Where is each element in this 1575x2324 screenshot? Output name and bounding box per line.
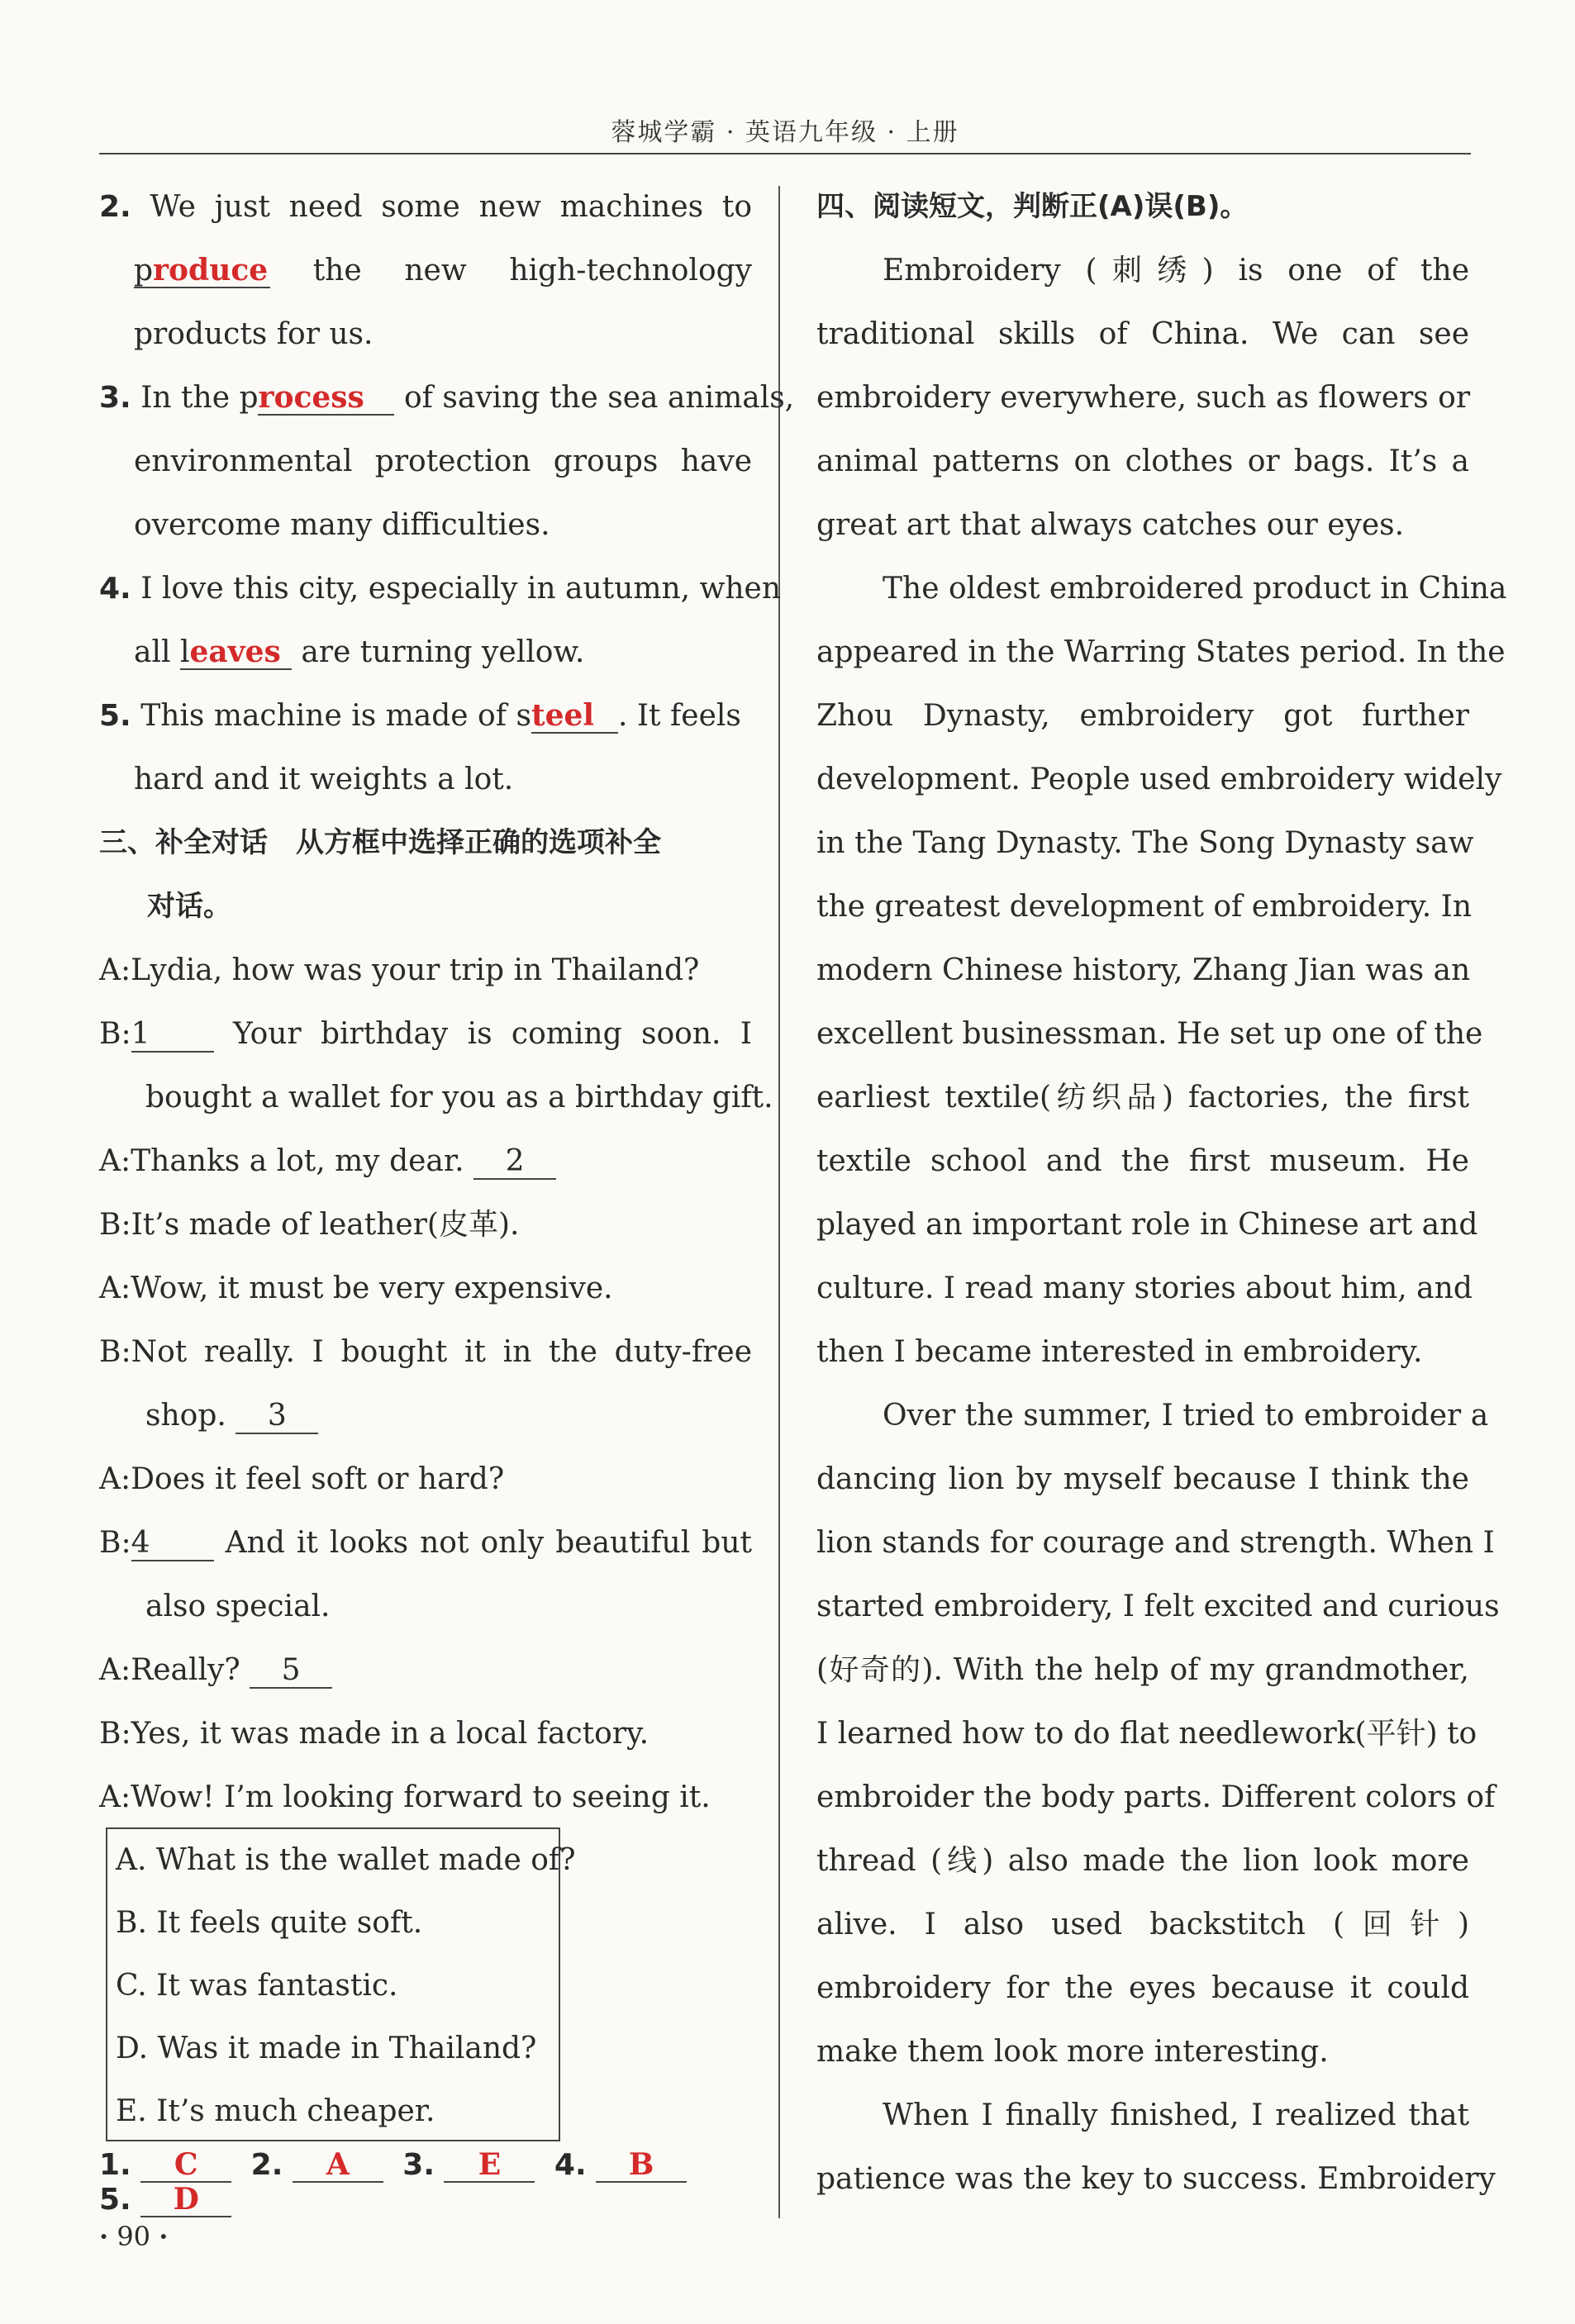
dialog-blank-5[interactable]: 5 [250,1654,332,1689]
dialog-blank-3[interactable]: 3 [236,1400,318,1434]
passage-line: the greatest development of embroidery. In [816,890,1473,924]
question-5-line-1: 5. This machine is made of steel . It feels [99,698,741,733]
dialog-line: A:Wow! I’m looking forward to seeing it. [99,1780,711,1814]
column-divider [778,186,780,2218]
passage-line: embroidery everywhere, such as flowers or [816,381,1471,415]
passage-line: patience was the key to success. Embroidery [816,2162,1496,2196]
question-3-line-1: 3. In the process of saving the sea animals, [99,380,795,415]
dialog-line: B:Yes, it was made in a local factory. [99,1717,650,1751]
passage-line: (好奇的). With the help of my grandmother, [816,1653,1469,1687]
answer-1[interactable]: C [140,2148,231,2183]
passage-line: When I finally finished, I realized that [883,2098,1469,2132]
passage-line: dancing lion by myself because I think the [816,1462,1469,1496]
question-2-line-2: produce the new high-technology [134,253,752,288]
passage-line: culture. I read many stories about him, and [816,1271,1473,1305]
left-column [99,175,795,1829]
question-3-line-3: overcome many difficulties. [134,508,550,542]
dialog-line: A:Wow, it must be very expensive. [99,1271,613,1305]
passage-line: development. People used embroidery widely [816,763,1502,796]
answer-2[interactable]: A [293,2148,383,2183]
option-a: A. What is the wallet made of? [116,1843,576,1877]
passage-line: animal patterns on clothes or bags. It’s a [816,444,1469,478]
dialog-blank-2[interactable]: 2 [473,1145,556,1180]
passage-line: The oldest embroidered product in China [883,572,1507,606]
dialog-line: A:Does it feel soft or hard? [99,1462,505,1496]
passage-line: Zhou Dynasty, embroidery got further [816,699,1469,733]
section-3-title: 三、补全对话 从方框中选择正确的选项补全 [99,826,661,859]
option-b: B. It feels quite soft. [116,1906,423,1940]
option-c: C. It was fantastic. [116,1969,398,2003]
section-4-title: 四、阅读短文，判断正(A)误(B)。 [816,190,1249,223]
passage-line: embroidery for the eyes because it could [816,1971,1469,2005]
dialog-line: bought a wallet for you as a birthday gift. [145,1081,773,1114]
passage-line: earliest textile(纺织品) factories, the first [816,1081,1469,1114]
question-2-answer: roduce [153,253,269,288]
header-rule [99,153,1471,154]
page-number: · 90 · [99,2221,169,2252]
dialog-line: A:Lydia, how was your trip in Thailand? [99,953,700,987]
question-4-blank[interactable]: leaves [180,635,292,670]
question-3-line-2: environmental protection groups have [134,444,752,478]
answer-item-2: 2. A [251,2148,383,2183]
passage-line: I learned how to do flat needlework(平针) to [816,1717,1477,1751]
passage-line: alive. I also used backstitch (回针) [816,1908,1469,1941]
passage-line: textile school and the first museum. He [816,1144,1469,1178]
right-column [816,175,1507,2211]
answer-item-3: 3. E [402,2148,535,2183]
section-3-title-cont: 对话。 [147,890,231,923]
passage-line: Over the summer, I tried to embroider a [883,1399,1489,1433]
passage-line: in the Tang Dynasty. The Song Dynasty saw [816,826,1474,860]
dialog-line: B:4 And it looks not only beautiful but [99,1526,752,1560]
question-3-answer: rocess [258,380,364,415]
answer-row [99,2148,752,2217]
answer-5[interactable]: D [140,2183,231,2217]
answer-3[interactable]: E [444,2148,535,2183]
dialog-line: A:Really? 5 [99,1638,752,1702]
question-3-blank[interactable] [258,381,394,416]
answer-item-5: 5. D [99,2183,231,2217]
options-box [106,1827,576,2141]
page-header: 蓉城学霸 · 英语九年级 · 上册 [611,118,959,147]
dialog-line: B:It’s made of leather(皮革). [99,1208,520,1242]
answer-item-1: 1. C [99,2148,231,2183]
option-e: E. It’s much cheaper. [116,2094,435,2128]
passage-line: then I became interested in embroidery. [816,1335,1423,1369]
dialog-blank-1[interactable]: 1 [131,1018,214,1053]
passage-line: embroider the body parts. Different colors of [816,1780,1496,1814]
passage-line: lion stands for courage and strength. When I [816,1526,1495,1560]
passage-line: excellent businessman. He set up one of the [816,1017,1483,1051]
dialog-line: B:Not really. I bought it in the duty-free [99,1335,752,1369]
dialog-line: A:Thanks a lot, my dear. 2 [99,1129,752,1193]
question-4-line-2: all leaves are turning yellow. [134,634,585,669]
dialog-line: shop. 3 [99,1384,752,1447]
question-2-line-3: products for us. [134,317,374,351]
passage-line: make them look more interesting. [816,2035,1329,2069]
passage-line: Embroidery (刺绣) is one of the [883,254,1469,288]
passage-line: played an important role in Chinese art and [816,1208,1478,1242]
question-5-answer: teel [531,698,595,733]
passage-line: traditional skills of China. We can see [816,317,1469,351]
dialog-line: B:1 Your birthday is coming soon. I [99,1017,752,1051]
question-5-blank[interactable] [531,699,618,734]
question-2-line-1: 2. We just need some new machines to [99,190,752,224]
passage-line: modern Chinese history, Zhang Jian was an [816,953,1471,987]
question-4-line-1: 4. I love this city, especially in autumn, when [99,572,782,606]
dialog-line: also special. [145,1590,331,1623]
dialog-blank-4[interactable]: 4 [131,1527,214,1561]
passage-line: great art that always catches our eyes. [816,508,1405,542]
answer-4[interactable]: B [596,2148,687,2183]
question-4-answer: eaves [189,634,281,669]
option-d: D. Was it made in Thailand? [116,2032,537,2065]
answer-item-4: 4. B [554,2148,687,2183]
question-2-blank[interactable]: produce [134,254,270,288]
passage-line: appeared in the Warring States period. In the [816,635,1506,669]
passage-line: thread (线) also made the lion look more [816,1844,1469,1878]
passage-line: started embroidery, I felt excited and curious [816,1590,1500,1623]
question-5-line-2: hard and it weights a lot. [134,763,514,796]
